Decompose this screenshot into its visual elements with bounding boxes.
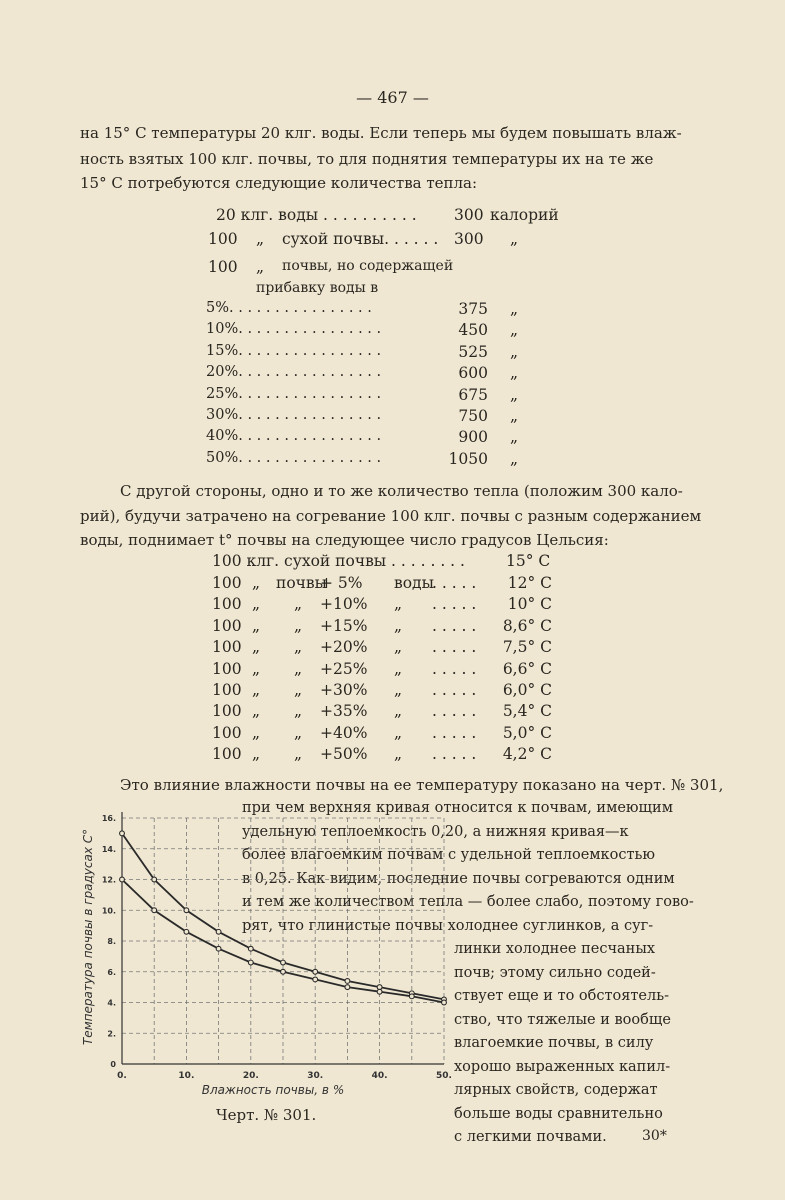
t2-row-addition: +40% bbox=[320, 723, 368, 742]
t2-row-qty: 100 bbox=[212, 595, 242, 614]
series-1-point bbox=[216, 929, 221, 934]
final-line: больше воды сравнительно bbox=[454, 1105, 663, 1122]
t2-row-qty: 100 bbox=[212, 745, 242, 764]
final-line: более влагоемким почвам с удельной теплоемкостью bbox=[242, 847, 656, 863]
t2-row-value: 5,4° С bbox=[502, 702, 552, 721]
series-1-point bbox=[313, 969, 318, 974]
final-line: почв; этому сильно содей- bbox=[454, 964, 656, 981]
x-axis-label: Влажность почвы, в % bbox=[201, 1083, 345, 1097]
t1-wet-label-1: почвы, но содержащей bbox=[282, 258, 454, 274]
t2-row-ditto2: „ bbox=[294, 638, 303, 657]
y-tick-label: 16. bbox=[101, 814, 116, 823]
t2-row-value: 10° С bbox=[507, 595, 552, 614]
t1-water-value: 300 bbox=[454, 206, 484, 224]
t1-row-value: 600 bbox=[458, 364, 488, 383]
t2-first-text: 100 клг. сухой почвы . . . . . . . . bbox=[212, 552, 465, 570]
t2-row-ditto: „ bbox=[252, 616, 261, 635]
series-2-point bbox=[281, 969, 286, 974]
t1-row-unit: „ bbox=[510, 385, 519, 404]
t2-row-ditto: „ bbox=[252, 638, 261, 657]
t2-row-water: „ bbox=[394, 638, 403, 657]
series-2-point bbox=[442, 1000, 447, 1005]
t2-row-ditto2: „ bbox=[294, 681, 303, 699]
signature-mark: 30* bbox=[642, 1128, 667, 1144]
final-line: хорошо выраженных капил- bbox=[454, 1058, 671, 1075]
t1-row-value: 450 bbox=[458, 321, 488, 340]
t1-row-value: 525 bbox=[458, 342, 488, 361]
t2-row-water: „ bbox=[394, 702, 403, 721]
y-tick-label: 8. bbox=[107, 937, 116, 946]
t1-row-value: 675 bbox=[458, 385, 488, 404]
t2-row-ditto2: почвы bbox=[276, 574, 327, 592]
final-line: и тем же количеством тепла — более слабо, поэтому гово- bbox=[242, 894, 694, 910]
x-tick-label: 40. bbox=[371, 1071, 388, 1081]
t1-row-pct: 15%. . . . . . . . . . . . . . . . bbox=[206, 342, 382, 359]
x-tick-label: 10. bbox=[178, 1071, 195, 1081]
t2-row-water: воды bbox=[394, 574, 434, 592]
x-tick-label: 0. bbox=[117, 1071, 127, 1081]
t2-row-water: „ bbox=[394, 745, 403, 764]
page-number: — 467 — bbox=[356, 88, 429, 107]
t2-row-qty: 100 bbox=[212, 616, 242, 635]
series-1-point bbox=[120, 831, 125, 836]
t2-row-ditto: „ bbox=[252, 702, 261, 721]
t2-row-value: 4,2° С bbox=[502, 745, 552, 764]
t1-dry-value: 300 bbox=[454, 230, 484, 248]
t1-row-pct: 5%. . . . . . . . . . . . . . . . bbox=[206, 300, 372, 316]
series-1-point bbox=[345, 979, 350, 984]
t1-dry-label: сухой почвы. . . . . . bbox=[282, 230, 439, 248]
t1-wet-ditto: „ bbox=[256, 258, 265, 276]
series-2-point bbox=[152, 908, 157, 913]
t2-row-ditto: „ bbox=[252, 574, 261, 592]
t1-row-pct: 10%. . . . . . . . . . . . . . . . bbox=[206, 321, 382, 338]
t2-row-value: 5,0° С bbox=[502, 723, 552, 742]
t2-row-ditto2: „ bbox=[294, 595, 303, 614]
t2-row-addition: +35% bbox=[320, 702, 368, 721]
t1-wet-label-2: прибавку воды в bbox=[256, 280, 379, 296]
t2-row-ditto: „ bbox=[252, 723, 261, 742]
t1-dry-unit: „ bbox=[510, 230, 519, 248]
t2-row-dots: . . . . . bbox=[432, 616, 477, 635]
t2-row-water: „ bbox=[394, 681, 403, 699]
t2-row-qty: 100 bbox=[212, 574, 242, 592]
t2-row-qty: 100 bbox=[212, 638, 242, 657]
final-first-line: Это влияние влажности почвы на ее температуру показано на черт. № 301, bbox=[120, 776, 724, 794]
t2-row-addition: +10% bbox=[320, 595, 368, 614]
t2-row-ditto: „ bbox=[252, 659, 261, 678]
series-2-point bbox=[377, 989, 382, 994]
y-tick-label: 0 bbox=[110, 1060, 116, 1069]
t2-row-addition: +25% bbox=[320, 659, 368, 678]
t2-row-addition: +20% bbox=[320, 638, 368, 657]
t2-row-addition: +50% bbox=[320, 745, 368, 764]
t2-row-ditto2: „ bbox=[294, 659, 303, 678]
t1-wet-qty: 100 bbox=[208, 258, 238, 276]
t1-row-unit: „ bbox=[510, 449, 519, 468]
t1-row-pct: 25%. . . . . . . . . . . . . . . . bbox=[206, 385, 382, 402]
t2-row-water: „ bbox=[394, 616, 403, 635]
t2-row-value: 7,5° С bbox=[502, 638, 552, 657]
t2-row-ditto: „ bbox=[252, 681, 261, 699]
y-tick-label: 2. bbox=[107, 1029, 116, 1039]
t1-row-unit: „ bbox=[510, 300, 519, 318]
y-tick-label: 6. bbox=[107, 967, 116, 977]
final-line: с легкими почвами. bbox=[454, 1129, 607, 1145]
t2-row-ditto: „ bbox=[252, 595, 261, 614]
t2-row-dots: . . . . . bbox=[432, 681, 477, 699]
final-line: ствует еще и то обстоятель- bbox=[454, 988, 670, 1004]
y-axis-label: Температура почвы в градусах С° bbox=[81, 828, 95, 1046]
y-tick-label: 14. bbox=[101, 844, 116, 854]
final-line: ство, что тяжелые и вообще bbox=[454, 1011, 671, 1028]
t2-row-dots: . . . . . bbox=[432, 638, 477, 657]
series-1-point bbox=[281, 960, 286, 965]
intro-line-1: на 15° С температуры 20 клг. воды. Если теперь мы будем повышать влаж- bbox=[80, 124, 682, 142]
final-line: влагоемкие почвы, в силу bbox=[454, 1035, 654, 1051]
final-line: удельную теплоемкость 0,20, а нижняя кривая—к bbox=[242, 823, 629, 840]
x-tick-label: 30. bbox=[307, 1071, 324, 1081]
t2-row-qty: 100 bbox=[212, 659, 242, 678]
t2-row-ditto2: „ bbox=[294, 616, 303, 635]
t1-row-pct: 30%. . . . . . . . . . . . . . . . bbox=[206, 407, 382, 423]
t2-row-ditto2: „ bbox=[294, 702, 303, 721]
t2-row-dots: . . . . . bbox=[432, 595, 477, 614]
t2-row-water: „ bbox=[394, 595, 403, 614]
intro-line-3: 15° С потребуются следующие количества тепла: bbox=[80, 174, 478, 192]
t2-row-qty: 100 bbox=[212, 681, 242, 699]
middle-line-2: рий), будучи затрачено на согревание 100 клг. почвы с разным содержанием bbox=[80, 507, 702, 525]
series-2-point bbox=[248, 960, 253, 965]
figure-caption: Черт. № 301. bbox=[216, 1106, 317, 1124]
t2-row-ditto: „ bbox=[252, 745, 261, 764]
final-line: в 0,25. Как видим, последние почвы согреваются одним bbox=[242, 870, 675, 887]
series-1-point bbox=[248, 946, 253, 951]
t1-row-pct: 20%. . . . . . . . . . . . . . . . bbox=[206, 364, 382, 381]
t2-row-addition: + 5% bbox=[320, 574, 363, 592]
t1-dry-ditto: „ bbox=[256, 230, 265, 248]
series-2-point bbox=[216, 946, 221, 951]
t2-first-value: 15° С bbox=[506, 552, 551, 570]
series-1-point bbox=[152, 877, 157, 882]
t1-row-unit: „ bbox=[510, 321, 519, 340]
y-tick-label: 12. bbox=[101, 875, 116, 885]
t2-row-value: 6,6° С bbox=[502, 659, 552, 678]
t2-row-dots: . . . . . bbox=[432, 659, 477, 678]
t2-row-water: „ bbox=[394, 659, 403, 678]
final-line: рят, что глинистые почвы холоднее суглинков, а суг- bbox=[242, 917, 654, 934]
t2-row-dots: . . . . . bbox=[432, 574, 477, 592]
series-1-point bbox=[184, 908, 189, 913]
series-2-point bbox=[345, 985, 350, 990]
t1-row-value: 750 bbox=[458, 407, 488, 425]
t1-row-value: 1050 bbox=[448, 449, 488, 468]
t2-row-qty: 100 bbox=[212, 702, 242, 721]
t1-row-value: 375 bbox=[458, 300, 488, 318]
t1-dry-qty: 100 bbox=[208, 230, 238, 248]
t2-row-dots: . . . . . bbox=[432, 702, 477, 721]
y-tick-label: 4. bbox=[107, 998, 116, 1008]
series-2-point bbox=[184, 929, 189, 934]
t1-row-unit: „ bbox=[510, 407, 519, 425]
moisture-temperature-chart bbox=[78, 800, 458, 1120]
series-2-point bbox=[409, 994, 414, 999]
t2-row-addition: +15% bbox=[320, 616, 368, 635]
t2-row-qty: 100 bbox=[212, 723, 242, 742]
final-line: при чем верхняя кривая относится к почвам, имеющим bbox=[242, 800, 673, 816]
series-2-point bbox=[120, 877, 125, 882]
t1-row-pct: 50%. . . . . . . . . . . . . . . . bbox=[206, 449, 382, 466]
t1-row-unit: „ bbox=[510, 364, 519, 383]
t2-row-value: 12° С bbox=[507, 574, 552, 592]
t2-row-value: 6,0° С bbox=[502, 681, 552, 699]
y-tick-label: 10. bbox=[101, 906, 116, 916]
t2-row-water: „ bbox=[394, 723, 403, 742]
final-line: лярных свойств, содержат bbox=[454, 1082, 658, 1098]
final-line: линки холоднее песчаных bbox=[454, 941, 656, 957]
t2-row-ditto2: „ bbox=[294, 723, 303, 742]
intro-line-2: ность взятых 100 клг. почвы, то для поднятия температуры их на те же bbox=[80, 150, 654, 168]
t2-row-ditto2: „ bbox=[294, 745, 303, 764]
x-tick-label: 50. bbox=[436, 1071, 452, 1081]
t1-row-pct: 40%. . . . . . . . . . . . . . . . bbox=[206, 428, 382, 445]
t2-row-value: 8,6° С bbox=[502, 616, 552, 635]
x-tick-label: 20. bbox=[242, 1071, 259, 1081]
series-2-point bbox=[313, 977, 318, 982]
t1-row-unit: „ bbox=[510, 342, 519, 361]
middle-line-1: С другой стороны, одно и то же количество тепла (положим 300 кало- bbox=[120, 482, 683, 500]
t1-row-value: 900 bbox=[458, 428, 488, 447]
t1-water-unit: калорий bbox=[490, 206, 559, 224]
t1-water-label: 20 клг. воды . . . . . . . . . . bbox=[216, 206, 417, 224]
t1-row-unit: „ bbox=[510, 428, 519, 447]
middle-line-3: воды, поднимает t° почвы на следующее число градусов Цельсия: bbox=[80, 531, 609, 549]
t2-row-dots: . . . . . bbox=[432, 723, 477, 742]
t2-row-addition: +30% bbox=[320, 681, 368, 699]
figure-301 bbox=[78, 800, 458, 1120]
t2-row-dots: . . . . . bbox=[432, 745, 477, 764]
